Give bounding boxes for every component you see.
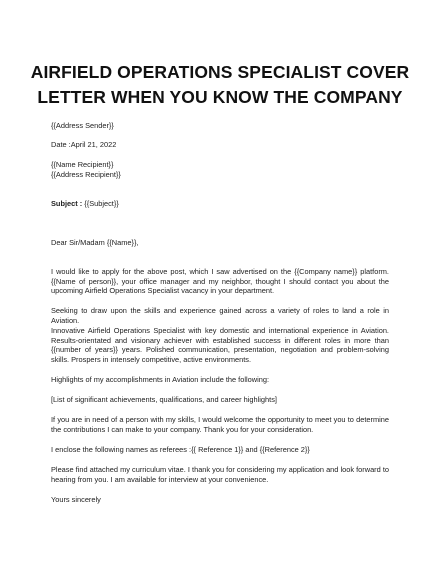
document-title: AIRFIELD OPERATIONS SPECIALIST COVER LETTER WHEN YOU KNOW THE COMPANY — [30, 62, 410, 107]
subject-value: {{Subject}} — [82, 199, 119, 208]
closing: Yours sincerely — [51, 495, 101, 504]
body-paragraph: Highlights of my accomplishments in Aviation include the following: — [51, 375, 269, 384]
address-sender: {{Address Sender}} — [51, 121, 114, 130]
salutation: Dear Sir/Madam {{Name}}, — [51, 238, 139, 247]
body-paragraph: I would like to apply for the above post, which I saw advertised on the {{Company name}} platform. {{Name of person}}, your office manager and my neighbor, thought I should contact you about the upcoming Airfield Operations Specialist vacancy in your department. — [51, 267, 389, 296]
body-paragraph: Seeking to draw upon the skills and experience gained across a variety of roles to land a role in Aviation. — [51, 306, 389, 325]
body-paragraph: [List of significant achievements, qualifications, and career highlights] — [51, 395, 277, 404]
body-paragraph: Innovative Airfield Operations Specialist with key domestic and international experience in Aviation. Results-orientated and visionary achiever with established success in different roles in more than {{number of years}} years. Polished communication, presentation, negotiation and problem-solving skills. Prospers in intensely competitive, active environments. — [51, 326, 389, 364]
body-paragraph: If you are in need of a person with my skills, I would welcome the opportunity to meet you to determine the contributions I can make to your company. Thank you for your consideration. — [51, 415, 389, 434]
name-recipient: {{Name Recipient}} — [51, 160, 114, 169]
letter-date: Date :April 21, 2022 — [51, 140, 117, 149]
subject-line — [51, 199, 119, 208]
body-paragraph: I enclose the following names as referees :{{ Reference 1}} and {{Reference 2}} — [51, 445, 310, 454]
address-recipient: {{Address Recipient}} — [51, 170, 121, 179]
body-paragraph: Please find attached my curriculum vitae. I thank you for considering my application and look forward to hearing from you. I am available for interview at your convenience. — [51, 465, 389, 484]
subject-label: Subject : — [51, 199, 83, 208]
